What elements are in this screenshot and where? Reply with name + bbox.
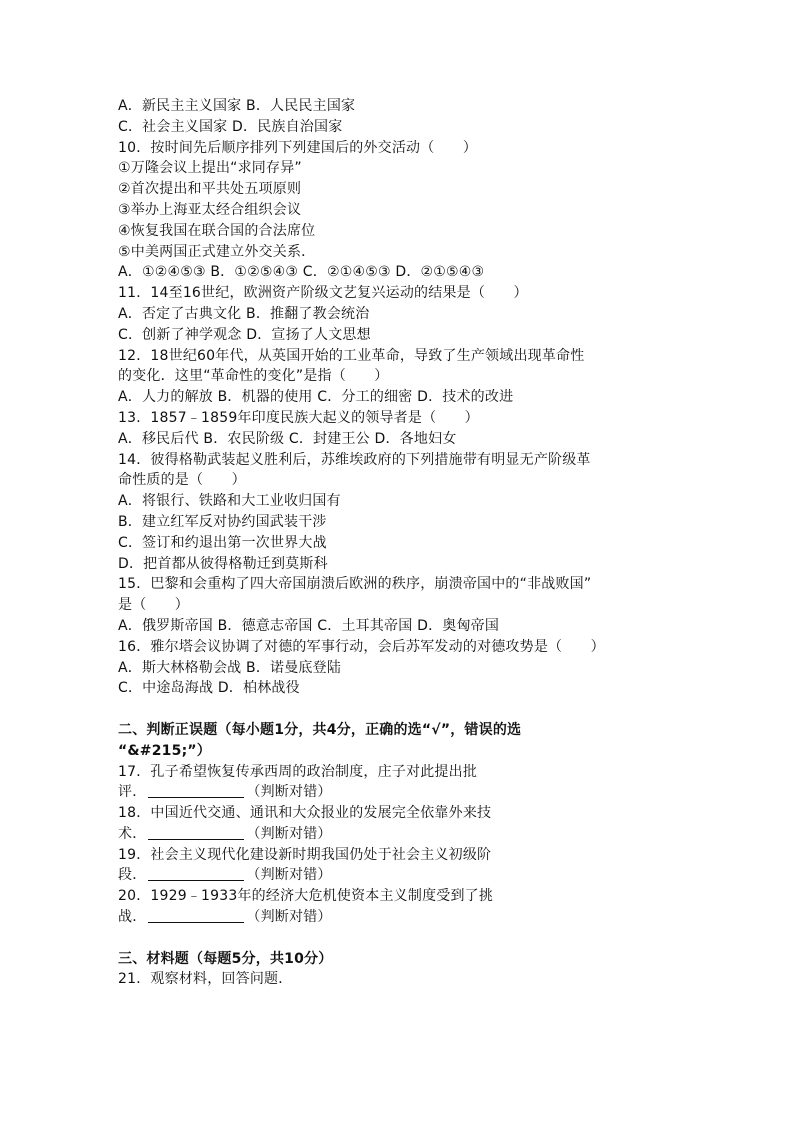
q10-item-2: ②首次提出和平共处五项原则 [118, 181, 302, 198]
section-spacer [118, 699, 698, 720]
q10-item-3: ③举办上海亚太经合组织会议 [118, 201, 302, 218]
q19-stem: 19．社会主义现代化建设新时期我国仍处于社会主义初级阶 [118, 846, 492, 863]
q20-answer-line [118, 907, 698, 928]
q17-stem: 17．孔子希望恢复传承西周的政治制度，庄子对此提出批 [118, 763, 478, 780]
q17-suffix: （判断对错） [246, 784, 332, 801]
q17-answer-line [118, 782, 698, 803]
q19-suffix: （判断对错） [246, 867, 332, 884]
q13-options: A．移民后代 B．农民阶级 C．封建王公 D．各地妇女 [118, 430, 457, 447]
q12-stem-line1: 12．18世纪60年代，从英国开始的工业革命，导致了生产领域出现革命性 [118, 347, 585, 364]
q16-options-ab: A．斯大林格勒会战 B．诺曼底登陆 [118, 659, 342, 676]
q10-stem: 10．按时间先后顺序排列下列建国后的外交活动（ ） [118, 139, 478, 156]
document-page [118, 96, 698, 990]
q14-option-b: B．建立红军反对协约国武装干涉 [118, 513, 327, 530]
q21-stem: 21．观察材料，回答问题． [118, 971, 293, 988]
q14-stem-line1: 14．彼得格勒武装起义胜利后，苏维埃政府的下列措施带有明显无产阶级革 [118, 451, 591, 468]
q14-option-a: A．将银行、铁路和大工业收归国有 [118, 493, 341, 510]
q19-answer-line [118, 865, 698, 886]
q12-stem-line2: 的变化．这里“革命性的变化”是指（ ） [118, 368, 389, 385]
q12-options: A．人力的解放 B．机器的使用 C．分工的细密 D．技术的改进 [118, 389, 514, 406]
section-spacer [118, 928, 698, 949]
q9-options-cd: C．社会主义国家 D．民族自治国家 [118, 118, 343, 135]
q20-prefix: 战． [118, 909, 147, 926]
section-material [118, 949, 698, 991]
q11-options-ab: A．否定了古典文化 B．推翻了教会统治 [118, 305, 370, 322]
q18-answer-blank[interactable] [148, 825, 244, 840]
q18-prefix: 术． [118, 825, 147, 842]
q9-options-ab: A．新民主主义国家 B．人民民主国家 [118, 98, 356, 114]
q20-suffix: （判断对错） [246, 909, 332, 926]
section2-heading-line1: 二、判断正误题（每小题1分，共4分，正确的选“√”，错误的选 [118, 721, 522, 738]
section2-heading-line2: “&#215;”） [118, 742, 211, 759]
q11-stem: 11．14至16世纪，欧洲资产阶级文艺复兴运动的结果是（ ） [118, 285, 528, 302]
q10-item-4: ④恢复我国在联合国的合法席位 [118, 222, 316, 239]
q18-suffix: （判断对错） [246, 825, 332, 842]
q18-stem: 18．中国近代交通、通讯和大众报业的发展完全依靠外来技 [118, 805, 492, 822]
q13-stem: 13．1857﹣1859年印度民族大起义的领导者是（ ） [118, 409, 479, 426]
q10-item-1: ①万隆会议上提出“求同存异” [118, 160, 302, 177]
q19-prefix: 段． [118, 867, 147, 884]
q15-stem-line2: 是（ ） [118, 597, 189, 614]
q10-item-5: ⑤中美两国正式建立外交关系． [118, 243, 316, 260]
q11-options-cd: C．创新了神学观念 D．宣扬了人文思想 [118, 326, 371, 343]
q17-answer-blank[interactable] [148, 783, 244, 798]
q18-answer-line [118, 824, 698, 845]
q10-options: A．①②④⑤③ B．①②⑤④③ C．②①④⑤③ D．②①⑤④③ [118, 264, 485, 281]
section-true-false [118, 720, 698, 928]
choice-questions-block [118, 96, 698, 699]
q20-stem: 20．1929﹣1933年的经济大危机使资本主义制度受到了挑 [118, 888, 494, 905]
q14-stem-line2: 命性质的是（ ） [118, 472, 246, 489]
q16-options-cd: C．中途岛海战 D．柏林战役 [118, 680, 300, 697]
section3-heading: 三、材料题（每题5分，共10分） [118, 950, 333, 967]
q15-stem-line1: 15．巴黎和会重构了四大帝国崩溃后欧洲的秩序，崩溃帝国中的“非战败国” [118, 576, 592, 593]
q15-options: A．俄罗斯帝国 B．德意志帝国 C．土耳其帝国 D．奥匈帝国 [118, 617, 500, 634]
q14-option-c: C．签订和约退出第一次世界大战 [118, 534, 327, 551]
q17-prefix: 评． [118, 784, 147, 801]
q20-answer-blank[interactable] [148, 908, 244, 923]
q16-stem: 16．雅尔塔会议协调了对德的军事行动，会后苏军发动的对德攻势是（ ） [118, 638, 605, 655]
q19-answer-blank[interactable] [148, 866, 244, 881]
q14-option-d: D．把首都从彼得格勒迁到莫斯科 [118, 555, 328, 572]
